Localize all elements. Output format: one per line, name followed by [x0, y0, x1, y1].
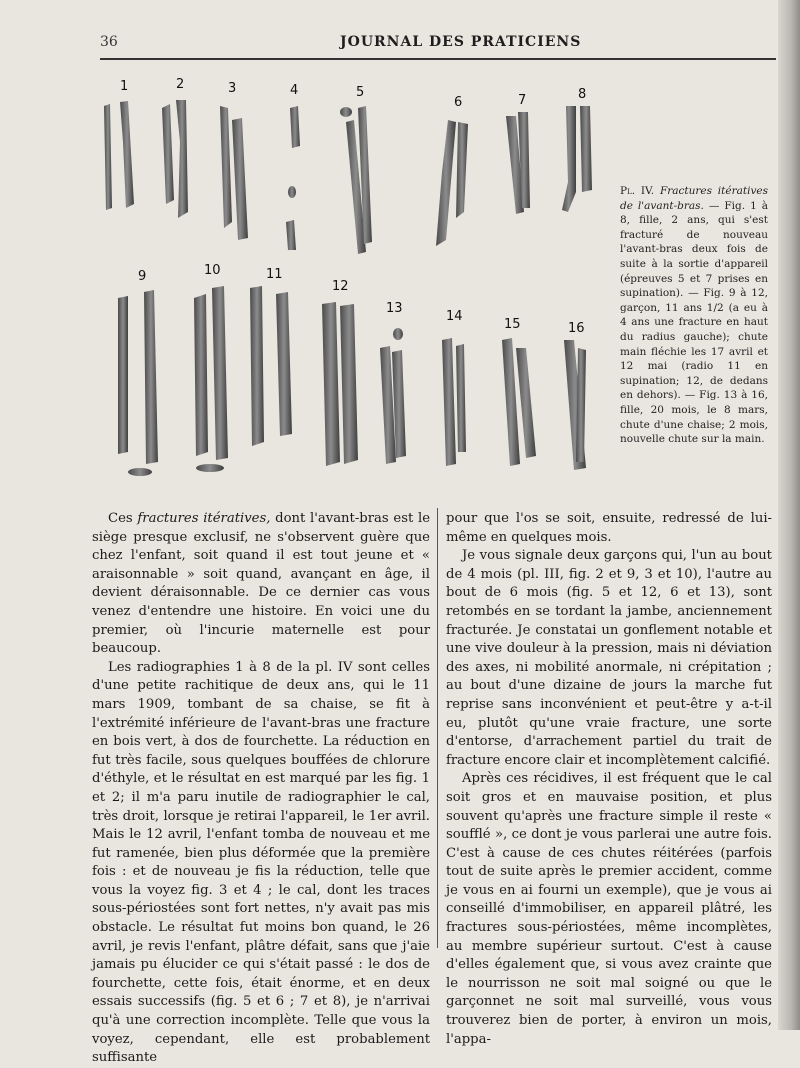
figure-number: 9 [138, 269, 147, 284]
right-column [446, 510, 772, 1049]
figure-1-bones [104, 101, 134, 210]
figure-6-bones [436, 120, 468, 246]
figure-number: 12 [332, 279, 349, 294]
text-run: Ces [108, 511, 138, 526]
figure-number: 11 [266, 267, 283, 282]
figure-number: 1 [120, 79, 129, 94]
figure-16-bones [564, 340, 586, 470]
figure-number: 13 [386, 301, 403, 316]
figure-13-bones [380, 328, 406, 464]
figure-number: 4 [290, 83, 299, 98]
figure-number: 5 [356, 85, 365, 100]
paragraph: Après ces récidives, il est fréquent que le cal soit gros et en mauvaise position, et plus souvent qu'après une fracture simple il reste « soufflé », ce dont je vous parlerai une autre fois. C'est à cause de ces chutes réitérées (parfois tout de suite après le premier accident, comme je vous en ai fourni un exemple), que je vous ai conseillé d'immobiliser, en appareil plâtré, les fractures sous-périostées, même incomplètes, au membre supérieur surtout. C'est à cause d'elles également que, si vous avez crainte que le nourrisson ne soit mal soigné ou que le garçonnet ne soit mal surveillé, vous vous trouverez bien de porter, à environ un mois, l'appa- [446, 771, 772, 1047]
paragraph: Je vous signale deux garçons qui, l'un au bout de 4 mois (pl. III, fig. 2 et 9, 3 et 10), l'autre au bout de 6 mois (fig. 5 et 12, 6 et 13), sont retombés en se tordant la jambe, anciennement fracturée. Je constatai un gonflement notable et une vive douleur à la pression, mais ni déviation des axes, ni mobilité anormale, ni crépitation ; au bout d'une dizaine de jours la marche fut reprise sans inconvénient et peut-être y a-t-il eu, plutôt qu'une vraie fracture, une sorte d'entorse, d'arrachement partiel du trait de fracture encore clair et incomplètement calcifié. [446, 548, 772, 768]
left-column [92, 510, 430, 1068]
page-edge-shadow [778, 0, 800, 1030]
figure-number: 10 [204, 263, 221, 278]
figure-number: 8 [578, 87, 587, 102]
header-rule [100, 58, 776, 60]
figure-11-bones [250, 286, 292, 446]
caption-title: Fractures itératives de l'avant-bras. [620, 185, 768, 212]
figure-number: 6 [454, 95, 463, 110]
figure-number: 3 [228, 81, 237, 96]
figure-number: 7 [518, 93, 527, 108]
radiograph-figures [96, 72, 616, 502]
figure-14-bones [442, 338, 466, 466]
page-number: 36 [100, 34, 118, 50]
running-head [100, 34, 790, 56]
figure-12-bones [322, 302, 358, 466]
figure-number: 16 [568, 321, 585, 336]
figure-4-bones [286, 106, 300, 250]
paragraph: pour que l'os se soit, ensuite, redressé de lui-même en quelques mois. [446, 511, 772, 545]
italic-term: fractures itératives, [137, 511, 271, 526]
figure-number: 14 [446, 309, 463, 324]
paragraph [92, 510, 430, 659]
journal-title: JOURNAL DES PRATICIENS [340, 34, 582, 50]
figure-7-bones [506, 112, 530, 214]
text-run: dont l'avant-bras est le siège presque exclusif, ne s'observent guère que chez l'enfant, soit quand il est tout jeune et « araisonnable » soit quand, avançant en âge, il devient déraisonnable. De ce dernier cas vous venez d'entendre une histoire. En voici une du premier, où l'incurie maternelle est pour beaucoup. [92, 511, 431, 657]
figure-9-bones [118, 290, 158, 476]
figure-5-bones [340, 106, 372, 254]
caption-lead: Pl. IV. [620, 185, 655, 197]
figure-15-bones [502, 338, 536, 466]
figure-number: 15 [504, 317, 521, 332]
caption-text: — Fig. 1 à 8, fille, 2 ans, qui s'est fracturé de nouveau l'avant-bras deux fois de suite à la sortie d'appareil (épreuves 5 et 7 prises en supination). — Fig. 9 à 12, garçon, 11 ans 1/2 (a eu à 4 ans une fracture en haut du radius gauche); chute main fléchie les 17 avril et 12 mai (radio 11 en supination; 12, de dedans en dehors). — Fig. 13 à 16, fille, 20 mois, le 8 mars, chute d'une chaise; 2 mois, nouvelle chute sur la main. [620, 199, 768, 446]
column-divider [437, 508, 438, 948]
figure-2-bones [162, 100, 188, 218]
paragraph: Les radiographies 1 à 8 de la pl. IV sont celles d'une petite rachitique de deux ans, qui le 11 mars 1909, tombant de sa chaise, se fit à l'extrémité inférieure de l'avant-bras une fracture en bois vert, à dos de fourchette. La réduction en fut très facile, sous quelques bouffées de chlorure d'éthyle, et le résultat en est marqué par les fig. 1 et 2; il m'a paru inutile de radiographier le cal, très droit, lorsque je retirai l'appareil, le 1er avril. Mais le 12 avril, l'enfant tomba de nouveau et me fut ramenée, bien plus déformée que la première fois : et de nouveau je fis la réduction, telle que vous la voyez fig. 3 et 4 ; le cal, dont les traces sous-périostées sont fort nettes, n'y avait pas mis obstacle. Le résultat fut moins bon quand, le 26 avril, je revis l'enfant, plâtre défait, sans que j'aie jamais pu élucider ce qui s'était passé : le dos de fourchette, cette fois, était énorme, et en deux essais successifs (fig. 5 et 6 ; 7 et 8), je n'arrivai qu'à une correction incomplète. Telle que vous la voyez, cependant, elle est probablement suffisante [92, 659, 430, 1066]
radiograph-plate [96, 72, 616, 502]
plate-caption [620, 184, 768, 447]
figure-8-bones [562, 106, 592, 212]
figure-number: 2 [176, 77, 185, 92]
figure-3-bones [220, 106, 248, 240]
figure-10-bones [194, 286, 228, 472]
